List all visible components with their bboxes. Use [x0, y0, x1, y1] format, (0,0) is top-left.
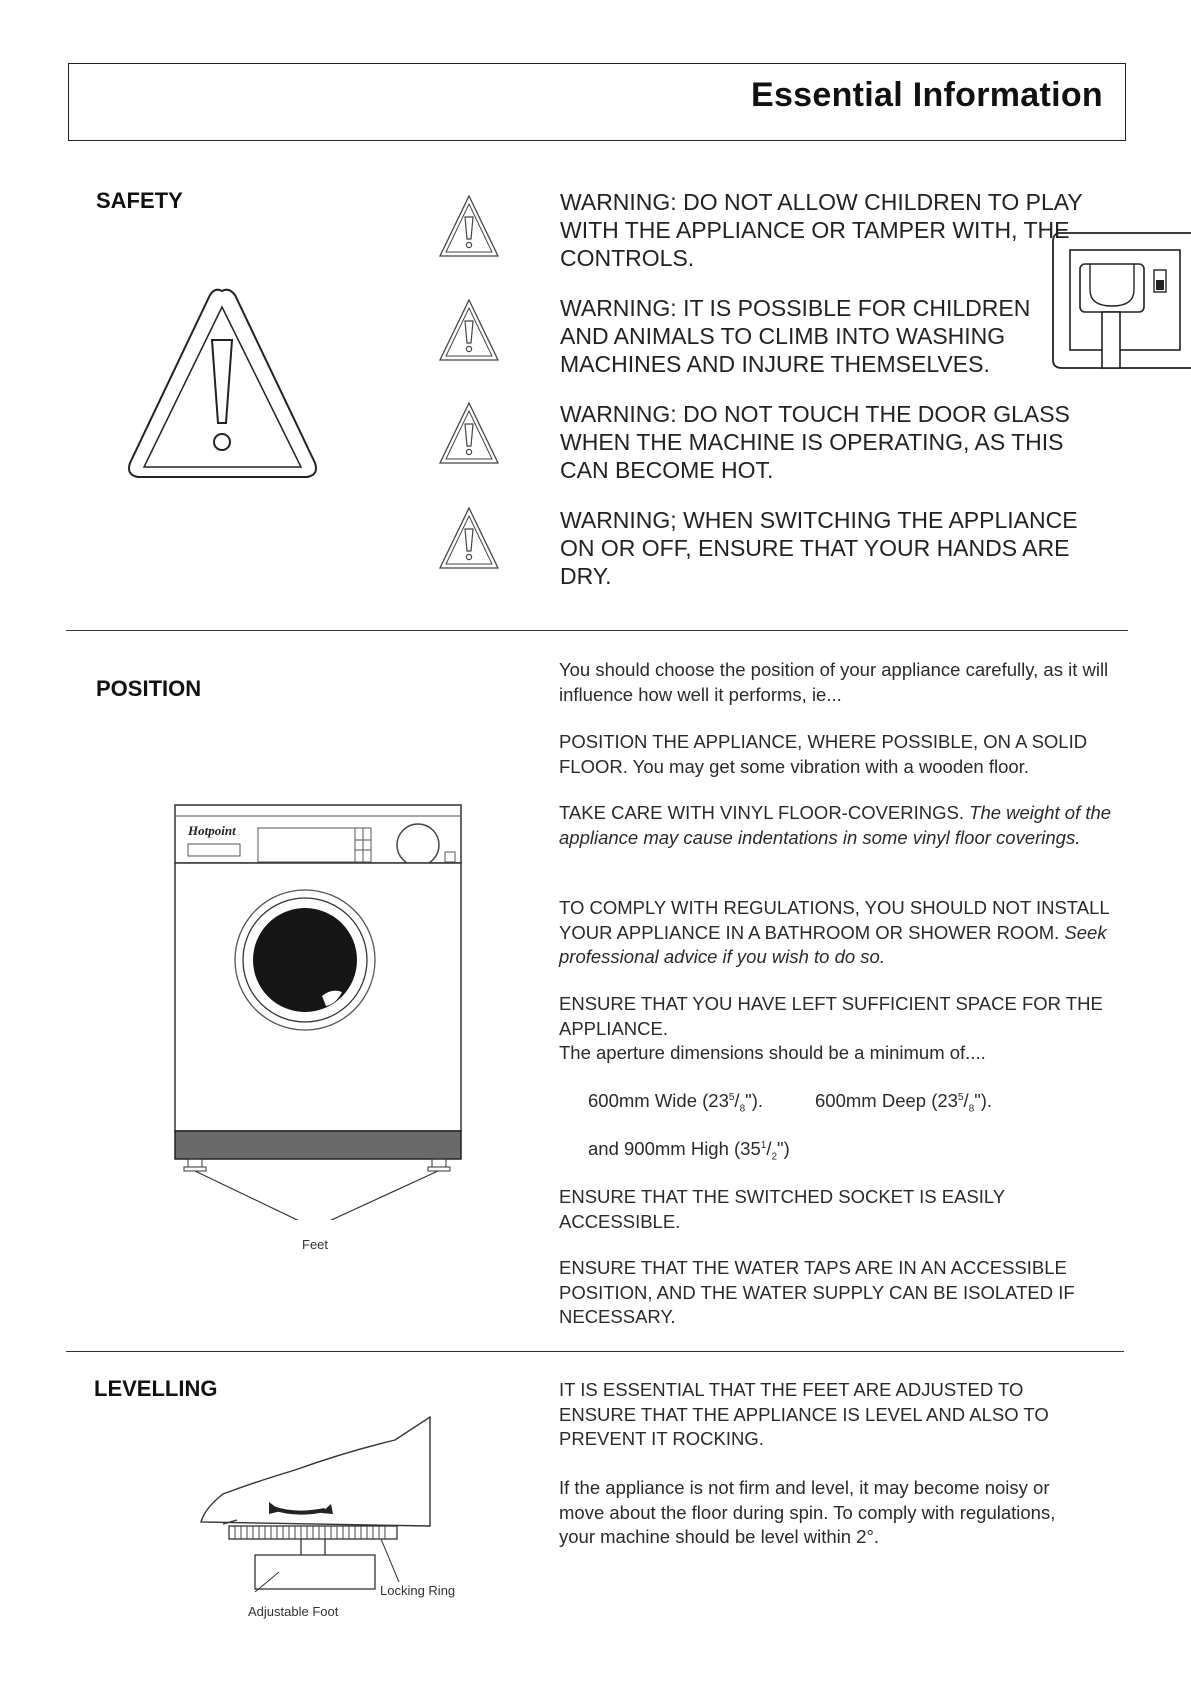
- dimension-deep: 600mm Deep $(23^5/_8")$.: [815, 1090, 993, 1115]
- feet-label: Feet: [302, 1237, 329, 1252]
- brand-logo: Hotpoint: [188, 823, 236, 838]
- position-paragraph-2: [559, 801, 1114, 850]
- warning-text-4: WARNING; WHEN SWITCHING THE APPLIANCE ON OR OFF, ENSURE THAT YOUR HANDS ARE DRY.: [560, 507, 1078, 589]
- dim-wide-frac-bot: 8: [739, 1103, 746, 1115]
- position-paragraph-6: ENSURE THAT THE WATER TAPS ARE IN AN ACCESSIBLE POSITION, AND THE WATER SUPPLY CAN BE ISOLATED IF NECESSARY.: [559, 1257, 1075, 1327]
- dim-deep-end: ").: [974, 1090, 993, 1111]
- dim-wide-text: 600mm Wide (23: [588, 1090, 729, 1111]
- levelling-heading: LEVELLING: [94, 1376, 218, 1401]
- dimension-high: and 900mm High $(35^1/_2")$: [588, 1138, 790, 1163]
- position-p3-italic: Seek professional advice if you wish to do so.: [559, 921, 1107, 967]
- position-p2-italic: The weight of the appliance may cause indentations in some vinyl floor coverings.: [559, 802, 1112, 848]
- dim-deep-frac-bot: 8: [968, 1103, 975, 1115]
- position-p2-caps: TAKE CARE WITH VINYL FLOOR-COVERINGS.: [559, 802, 964, 823]
- dimension-wide: 600mm Wide $(23^5/_8")$.: [588, 1090, 763, 1115]
- safety-heading: SAFETY: [96, 188, 183, 213]
- position-intro: You should choose the position of your appliance carefully, as it will influence how well it performs, ie...: [559, 659, 1109, 705]
- position-paragraph-5: ENSURE THAT THE SWITCHED SOCKET IS EASILY ACCESSIBLE.: [559, 1186, 1005, 1232]
- dim-high-frac-bot: 2: [771, 1151, 778, 1163]
- levelling-paragraph-2: If the appliance is not firm and level, it may become noisy or move about the floor during spin. To comply with regulations, your machine should be level within 2°.: [559, 1477, 1056, 1547]
- warning-icon: [437, 193, 501, 261]
- section-divider: [66, 1351, 1124, 1352]
- position-heading: POSITION: [96, 676, 202, 701]
- warning-icon: [437, 400, 501, 468]
- position-paragraph-3: [559, 896, 1114, 970]
- warning-text-3: WARNING: DO NOT TOUCH THE DOOR GLASS WHEN THE MACHINE IS OPERATING, AS THIS CAN BECOME HOT.: [560, 401, 1070, 483]
- position-paragraph-1: [559, 730, 1114, 779]
- washing-machine-illustration: [170, 800, 470, 1220]
- position-p4-rest: The aperture dimensions should be a minimum of....: [559, 1042, 986, 1063]
- levelling-foot-illustration: [195, 1412, 435, 1592]
- position-p1-caps: POSITION THE APPLIANCE, WHERE POSSIBLE, ON A SOLID FLOOR.: [559, 731, 1088, 777]
- dim-wide-end: ").: [745, 1090, 763, 1111]
- dim-deep-frac-top: 5: [957, 1091, 964, 1103]
- page-title: Essential Information: [750, 76, 1103, 114]
- warning-icon: [437, 297, 501, 365]
- dim-high-frac-top: 1: [760, 1139, 767, 1151]
- dim-high-text: and 900mm High (35: [588, 1138, 761, 1159]
- position-p4-caps: ENSURE THAT YOU HAVE LEFT SUFFICIENT SPACE FOR THE APPLIANCE.: [559, 993, 1103, 1039]
- switched-socket-icon: [1050, 228, 1191, 373]
- position-p1-rest: You may get some vibration with a wooden floor.: [627, 755, 1029, 777]
- warning-text-1: WARNING: DO NOT ALLOW CHILDREN TO PLAY WITH THE APPLIANCE OR TAMPER WITH, THE CONTROLS.: [560, 189, 1083, 271]
- position-p3-caps: TO COMPLY WITH REGULATIONS, YOU SHOULD NOT INSTALL YOUR APPLIANCE IN A BATHROOM OR SHOWER ROOM.: [559, 897, 1109, 943]
- large-warning-triangle-icon: [125, 285, 320, 485]
- section-divider: [66, 630, 1128, 631]
- header-box: [68, 63, 1126, 141]
- warning-text-2: WARNING: IT IS POSSIBLE FOR CHILDREN AND ANIMALS TO CLIMB INTO WASHING MACHINES AND INJURE THEMSELVES.: [560, 295, 1031, 377]
- warning-icon: [437, 505, 501, 573]
- levelling-paragraph-1: IT IS ESSENTIAL THAT THE FEET ARE ADJUSTED TO ENSURE THAT THE APPLIANCE IS LEVEL AND ALSO TO PREVENT IT ROCKING.: [559, 1379, 1049, 1449]
- locking-ring-label: Locking Ring: [380, 1583, 456, 1598]
- dim-high-end: "): [777, 1138, 790, 1159]
- dim-wide-frac-top: 5: [728, 1091, 735, 1103]
- dim-deep-text: 600mm Deep (23: [815, 1090, 958, 1111]
- position-paragraph-4: [559, 992, 1114, 1066]
- adjustable-foot-label: Adjustable Foot: [248, 1604, 339, 1619]
